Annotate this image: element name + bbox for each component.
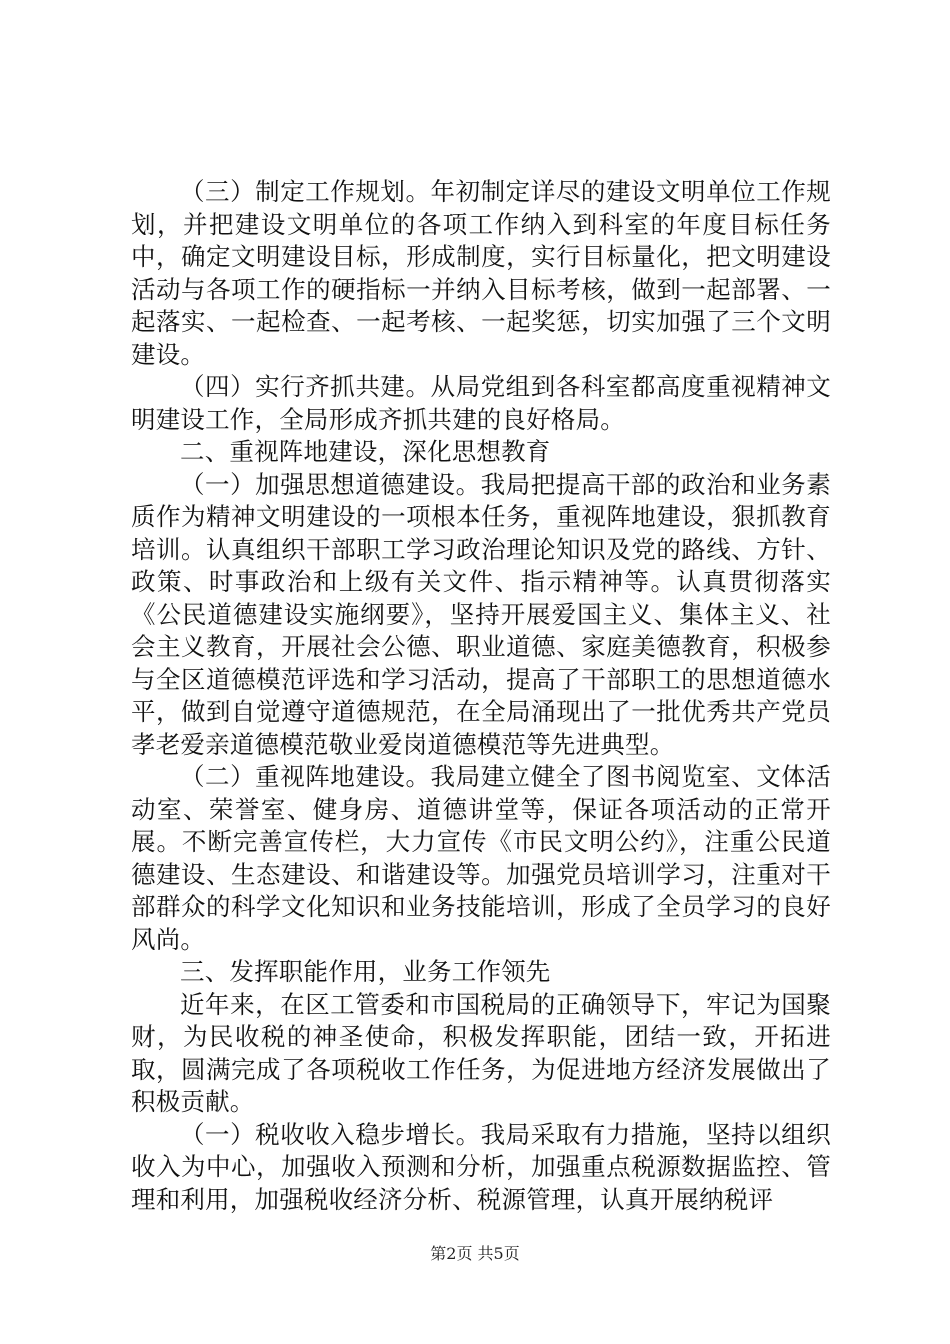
section-heading-two: 二、重视阵地建设，深化思想教育 [180, 437, 551, 466]
section-heading-three: 三、发挥职能作用，业务工作领先 [180, 957, 551, 986]
paragraph-joint-building: （四）实行齐抓共建。从局党组到各科室都高度重视精神文明建设工作，全局形成齐抓共建的良好格局。 [131, 372, 831, 434]
document-body [131, 176, 831, 1216]
paragraph-moral-building: （一）加强思想道德建设。我局把提高干部的政治和业务素质作为精神文明建设的一项根本任务，重视阵地建设，狠抓教育培训。认真组织干部职工学习政治理论知识及党的路线、方针、政策、时事政治和上级有关文件、指示精神等。认真贯彻落实《公民道德建设实施纲要》，坚持开展爱国主义、集体主义、社会主义教育，开展社会公德、职业道德、家庭美德教育，积极参与全区道德模范评选和学习活动，提高了干部职工的思想道德水平，做到自觉遵守道德规范，在全局涌现出了一批优秀共产党员孝老爱亲道德模范敬业爱岗道德模范等先进典型。 [131, 469, 831, 759]
paragraph-recent-years: 近年来，在区工管委和市国税局的正确领导下，牢记为国聚财，为民收税的神圣使命，积极发挥职能，团结一致，开拓进取，圆满完成了各项税收工作任务，为促进地方经济发展做出了积极贡献。 [131, 989, 831, 1116]
paragraph-position-building: （二）重视阵地建设。我局建立健全了图书阅览室、文体活动室、荣誉室、健身房、道德讲堂等，保证各项活动的正常开展。不断完善宣传栏，大力宣传《市民文明公约》，注重公民道德建设、生态建设、和谐建设等。加强党员培训学习，注重对干部群众的科学文化知识和业务技能培训，形成了全员学习的良好风尚。 [131, 762, 831, 954]
paragraph-tax-revenue: （一）税收收入稳步增长。我局采取有力措施，坚持以组织收入为中心，加强收入预测和分析，加强重点税源数据监控、管理和利用，加强税收经济分析、税源管理，认真开展纳税评 [131, 1119, 831, 1214]
paragraph-plan: （三）制定工作规划。年初制定详尽的建设文明单位工作规划，并把建设文明单位的各项工作纳入到科室的年度目标任务中，确定文明建设目标，形成制度，实行目标量化，把文明建设活动与各项工作的硬指标一并纳入目标考核，做到一起部署、一起落实、一起检查、一起考核、一起奖惩，切实加强了三个文明建设。 [131, 177, 831, 369]
page-number-footer: 第2页 共5页 [430, 1244, 520, 1263]
